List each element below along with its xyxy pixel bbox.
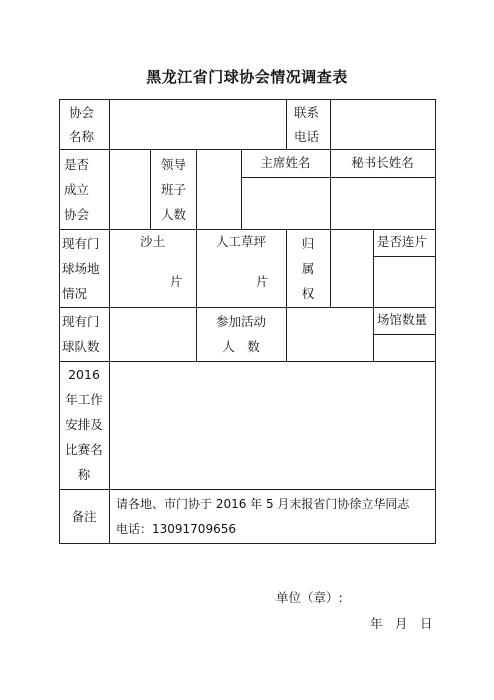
leadership-label-line1: 领导 <box>161 157 187 172</box>
teams-label-line1: 现有门 <box>62 314 100 329</box>
form-title: 黑龙江省门球协会情况调查表 <box>146 68 348 86</box>
assoc-name-label-line2: 名称 <box>69 129 95 144</box>
remarks-text-line2: 电话：13091709656 <box>116 522 236 536</box>
unit-seal-label: 单位（章）: <box>276 590 343 605</box>
leadership-label-line2: 班子 <box>161 182 187 197</box>
plan-label-line2: 年工作 <box>65 392 103 407</box>
contact-label-line1: 联系 <box>294 105 320 120</box>
ownership-label-line2: 属 <box>301 261 315 276</box>
participants-label-line2: 人 数 <box>222 339 260 354</box>
venue-count-header: 场馆数量 <box>377 312 428 327</box>
plan-label-line4: 比赛名 <box>65 442 103 457</box>
venues-label-line1: 现有门 <box>62 236 100 251</box>
plan-label-line3: 安排及 <box>65 417 103 432</box>
remarks-text-line1: 请各地、市门协于 2016 年 5 月末报省门协徐立华同志 <box>116 497 410 511</box>
established-label-line1: 是否 <box>64 157 90 172</box>
contact-label-line2: 电话 <box>294 129 320 144</box>
turf-court-unit: 片 <box>256 274 269 289</box>
established-label-line3: 协会 <box>64 207 90 222</box>
leadership-label-line3: 人数 <box>161 207 187 222</box>
dirt-court-unit: 片 <box>170 274 183 289</box>
venues-label-line3: 情况 <box>62 286 88 301</box>
date-label: 年 月 日 <box>370 616 433 631</box>
chairman-name-header: 主席姓名 <box>260 155 311 170</box>
secretary-name-header: 秘书长姓名 <box>351 155 414 170</box>
remarks-label: 备注 <box>71 509 97 524</box>
ownership-label-line3: 权 <box>301 286 315 301</box>
turf-court-label: 人工草坪 <box>215 234 266 249</box>
assoc-name-label-line1: 协会 <box>69 105 95 120</box>
teams-label-line2: 球队数 <box>62 339 100 354</box>
ownership-label-line1: 归 <box>301 236 315 251</box>
participants-label-line1: 参加活动 <box>215 314 266 329</box>
linked-courts-header: 是否连片 <box>377 234 428 249</box>
venues-label-line2: 球场地 <box>62 261 100 276</box>
plan-label-line1: 2016 <box>68 367 100 382</box>
plan-label-line5: 称 <box>77 467 91 482</box>
established-label-line2: 成立 <box>64 182 90 197</box>
dirt-court-label: 沙土 <box>139 234 165 249</box>
